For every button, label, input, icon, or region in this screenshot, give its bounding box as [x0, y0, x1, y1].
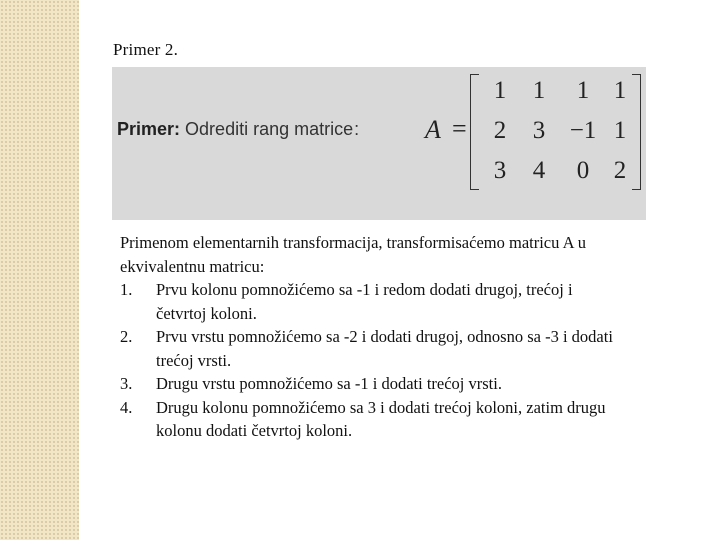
decorative-side-strip [0, 0, 79, 540]
matrix-cell: 2 [493, 117, 507, 144]
matrix-cell: −1 [569, 117, 597, 144]
step-text: Prvu vrstu pomnožićemo sa -2 i dodati drugoj, odnosno sa -3 i dodati trećoj vrsti. [156, 327, 613, 370]
step-text: Drugu kolonu pomnožićemo sa 3 i dodati trećoj koloni, zatim drugu kolonu dodati četvrtoj koloni. [156, 397, 606, 440]
step-text: Prvu kolonu pomnožićemo sa -1 i redom dodati drugoj, trećoj i četvrtoj koloni. [156, 280, 573, 323]
steps-list [120, 278, 620, 443]
step-number: 2. [120, 327, 133, 346]
matrix-cell: 1 [613, 77, 627, 104]
example-box [112, 67, 646, 220]
example-task: Odrediti rang matrice [185, 119, 354, 139]
matrix-cell: 0 [576, 157, 590, 184]
example-label: Primer: [117, 119, 181, 139]
step-number: 1. [120, 280, 133, 299]
matrix-cell: 1 [493, 77, 507, 104]
matrix-cell: 3 [532, 117, 546, 144]
step-number: 4. [120, 397, 133, 417]
left-bracket [470, 74, 479, 190]
list-item [120, 278, 620, 325]
explanation-text [120, 231, 620, 443]
step-number: 3. [120, 374, 133, 393]
intro-paragraph: Primenom elementarnih transformacija, transformisaćemo matricu A u ekvivalentnu matricu: [120, 233, 586, 276]
matrix-cell: 1 [613, 117, 627, 144]
equals-sign: = [452, 114, 467, 143]
list-item [120, 372, 620, 396]
example-statement [117, 119, 359, 140]
list-item [120, 325, 620, 372]
matrix-cell: 1 [532, 77, 546, 104]
matrix-cell: 2 [613, 157, 627, 184]
matrix-cell: 3 [493, 157, 507, 184]
slide-title: Primer 2. [113, 40, 179, 59]
matrix-cell: 1 [576, 77, 590, 104]
list-item [120, 396, 620, 443]
step-text: Drugu vrstu pomnožićemo sa -1 i dodati trećoj vrsti. [156, 374, 502, 393]
matrix-name: A [425, 115, 441, 144]
matrix-a [470, 72, 641, 190]
example-colon: : [354, 119, 360, 139]
matrix-cell: 4 [532, 157, 546, 184]
